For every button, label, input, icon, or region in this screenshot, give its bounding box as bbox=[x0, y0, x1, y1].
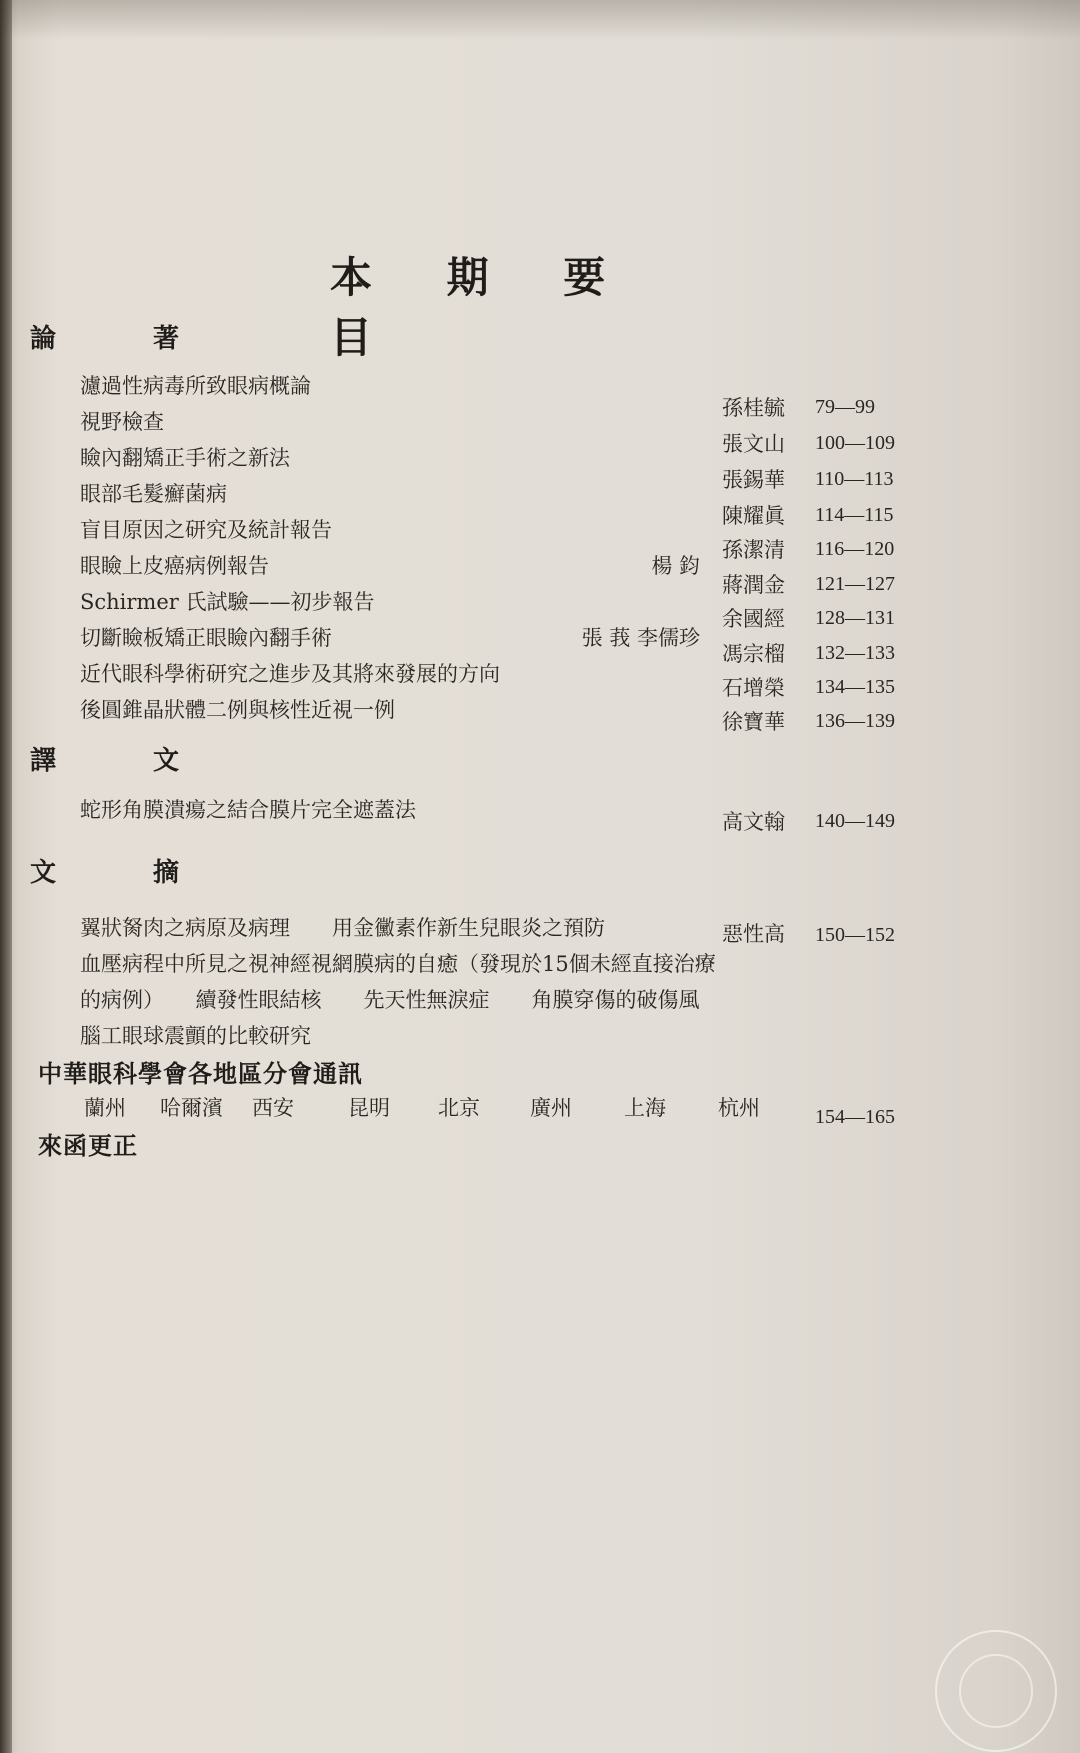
author-name: 石增榮 bbox=[722, 676, 785, 700]
toc-row bbox=[0, 514, 1080, 544]
author-name: 孫桂毓 bbox=[722, 396, 785, 420]
page-range: 150—152 bbox=[815, 924, 895, 946]
article-title: 視野檢查 bbox=[80, 410, 164, 434]
city-name: 昆明 bbox=[348, 1096, 390, 1120]
page-range: 134—135 bbox=[815, 676, 895, 698]
toc-row bbox=[0, 478, 1080, 508]
toc-row bbox=[0, 658, 1080, 688]
article-title: Schirmer 氏試驗——初步報告 bbox=[80, 590, 375, 614]
city-name: 蘭州 bbox=[84, 1096, 126, 1120]
abstract-line: 的病例） 續發性眼結核 先天性無淚症 角膜穿傷的破傷風 bbox=[80, 988, 700, 1012]
article-title: 眼瞼上皮癌病例報告 bbox=[80, 554, 269, 578]
page-range: 79—99 bbox=[815, 396, 875, 418]
co-author: 楊 鈞 bbox=[651, 554, 700, 578]
author-name: 陳耀眞 bbox=[722, 504, 785, 528]
author-name: 馮宗榴 bbox=[722, 642, 785, 666]
toc-row bbox=[0, 550, 1080, 580]
library-stamp bbox=[935, 1630, 1057, 1752]
abstract-line: 翼狀胬肉之病原及病理 用金黴素作新生兒眼炎之預防 bbox=[80, 916, 605, 940]
toc-row bbox=[0, 694, 1080, 724]
abstract-line: 血壓病程中所見之視神經視網膜病的自癒（發現於15個未經直接治療 bbox=[80, 952, 716, 976]
section-wenzhai-heading: 文 摘 bbox=[30, 858, 224, 888]
section-lunzhu-heading: 論 著 bbox=[30, 324, 224, 354]
article-title: 近代眼科學術研究之進步及其將來發展的方向 bbox=[80, 662, 500, 686]
toc-row bbox=[0, 442, 1080, 472]
page-range: 154—165 bbox=[815, 1106, 895, 1128]
page-range: 128—131 bbox=[815, 607, 895, 629]
page-title: 本 期 要 目 bbox=[330, 253, 636, 362]
author-name: 張錫華 bbox=[722, 468, 785, 492]
page-range: 100—109 bbox=[815, 432, 895, 454]
author-name: 余國經 bbox=[722, 607, 785, 631]
co-author: 張 莪 李儒珍 bbox=[581, 626, 700, 650]
toc-row bbox=[0, 370, 1080, 400]
page-range: 114—115 bbox=[815, 504, 894, 526]
article-title: 瞼內翻矯正手術之新法 bbox=[80, 446, 290, 470]
city-name: 西安 bbox=[252, 1096, 294, 1120]
city-name: 杭州 bbox=[718, 1096, 760, 1120]
page-range: 132—133 bbox=[815, 642, 895, 664]
article-title: 切斷瞼板矯正眼瞼內翻手術 bbox=[80, 626, 332, 650]
author-name: 張文山 bbox=[722, 432, 785, 456]
article-title: 後圓錐晶狀體二例與核性近視一例 bbox=[80, 698, 395, 722]
page-range: 140—149 bbox=[815, 810, 895, 832]
abstract-line: 腦工眼球震顫的比較研究 bbox=[80, 1024, 311, 1048]
city-name: 北京 bbox=[438, 1096, 480, 1120]
article-title: 眼部毛髮癬菌病 bbox=[80, 482, 227, 506]
article-title: 濾過性病毒所致眼病概論 bbox=[80, 374, 311, 398]
stamp-emblem bbox=[959, 1654, 1033, 1728]
section-yiwen-heading: 譯 文 bbox=[30, 746, 224, 776]
author-name: 孫潔清 bbox=[722, 538, 785, 562]
article-title: 蛇形角膜潰瘍之結合膜片完全遮蓋法 bbox=[80, 798, 416, 822]
author-name: 徐寶華 bbox=[722, 710, 785, 734]
page-range: 136—139 bbox=[815, 710, 895, 732]
page-range: 116—120 bbox=[815, 538, 895, 560]
city-name: 廣州 bbox=[530, 1096, 572, 1120]
author-name: 高文翰 bbox=[722, 810, 785, 834]
author-name: 蔣潤金 bbox=[722, 573, 785, 597]
page-range: 110—113 bbox=[815, 468, 894, 490]
section-laihan-heading: 來函更正 bbox=[38, 1132, 138, 1160]
article-title: 盲目原因之研究及統計報告 bbox=[80, 518, 332, 542]
city-name: 上海 bbox=[624, 1096, 666, 1120]
toc-row bbox=[0, 794, 1080, 824]
toc-row bbox=[0, 622, 1080, 652]
toc-row bbox=[0, 406, 1080, 436]
section-tongxun-heading: 中華眼科學會各地區分會通訊 bbox=[38, 1060, 363, 1088]
book-spine bbox=[0, 0, 12, 1753]
toc-row bbox=[0, 586, 1080, 616]
page-range: 121—127 bbox=[815, 573, 895, 595]
city-name: 哈爾濱 bbox=[160, 1096, 223, 1120]
abstract-tail: 惡性高 bbox=[722, 922, 785, 946]
page-shadow bbox=[0, 0, 1080, 40]
